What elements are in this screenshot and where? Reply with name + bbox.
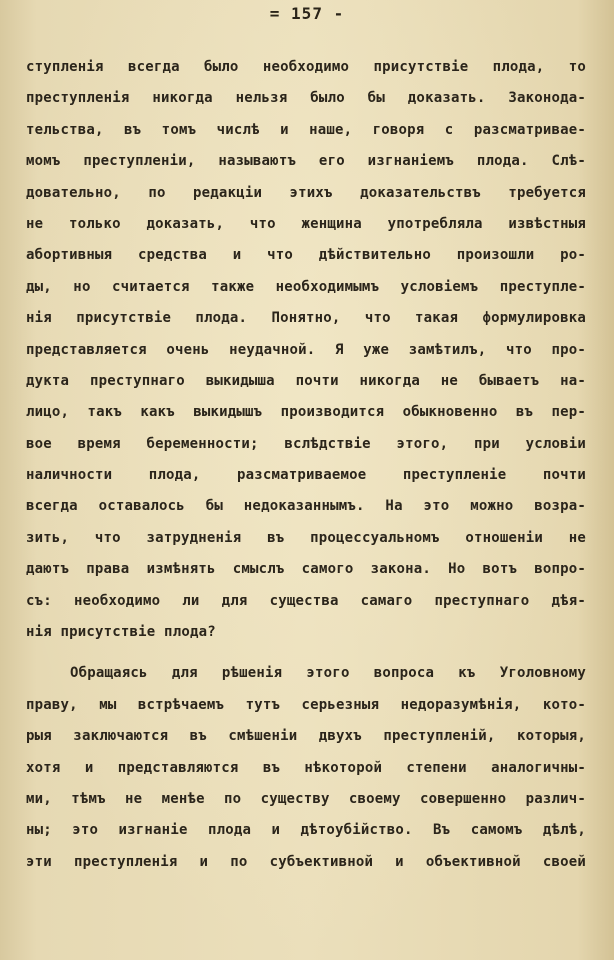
- text-line: эти преступленія и по субъективной и объективной своей: [26, 853, 586, 870]
- text-line: ны; это изгнаніе плода и дѣтоубійство. Въ самомъ дѣлѣ,: [26, 822, 586, 839]
- text-line: момъ преступленіи, называютъ его изгнаніемъ плода. Слѣ-: [26, 153, 586, 170]
- text-line: зить, что затрудненія въ процессуальномъ отношеніи не: [26, 529, 586, 546]
- text-line: съ: необходимо ли для существа самаго преступнаго дѣя-: [26, 592, 586, 609]
- text-line: вое время беременности; вслѣдствіе этого, при условіи: [26, 435, 586, 452]
- text-line: нія присутствіе плода. Понятно, что такая формулировка: [26, 310, 586, 327]
- page-number: = 157 -: [269, 4, 345, 23]
- text-line: абортивныя средства и что дѣйствительно произошли ро-: [26, 247, 586, 264]
- text-line: не только доказать, что женщина употребляла извѣстныя: [26, 215, 586, 232]
- text-line: наличности плода, разсматриваемое преступленіе почти: [26, 467, 586, 484]
- text-line: лицо, такъ какъ выкидышъ производится обыкновенно въ пер-: [26, 404, 586, 421]
- paragraph-2: [26, 658, 586, 878]
- text-line: всегда оставалось бы недоказаннымъ. На это можно возра-: [26, 498, 586, 515]
- text-line: дукта преступнаго выкидыша почти никогда не бываетъ на-: [26, 372, 586, 389]
- text-line: довательно, по редакціи этихъ доказательствъ требуется: [26, 184, 586, 201]
- text-line: представляется очень неудачной. Я уже замѣтилъ, что про-: [26, 341, 586, 358]
- text-line: ступленія всегда было необходимо присутствіе плода, то: [26, 59, 586, 75]
- text-line: Обращаясь для рѣшенія этого вопроса къ Уголовному: [70, 665, 586, 682]
- text-line: нія присутствіе плода?: [26, 624, 216, 641]
- text-line: ми, тѣмъ не менѣе по существу своему совершенно различ-: [26, 790, 586, 807]
- body-text: [26, 52, 586, 878]
- text-line: ды, но считается также необходимымъ условіемъ преступле-: [26, 278, 586, 295]
- text-line: даютъ права измѣнять смыслъ самого закона. Но вотъ вопро-: [26, 561, 586, 578]
- text-line: хотя и представляются въ нѣкоторой степени аналогичны-: [26, 759, 586, 776]
- text-line: преступленія никогда нельзя было бы доказать. Законода-: [26, 90, 586, 107]
- text-line: рыя заключаются въ смѣшеніи двухъ преступленій, которыя,: [26, 728, 586, 745]
- text-line: праву, мы встрѣчаемъ тутъ серьезныя недоразумѣнія, кото-: [26, 696, 586, 713]
- paragraph-1: [26, 52, 586, 648]
- text-line: тельства, въ томъ числѣ и наше, говоря с разсматривае-: [26, 121, 586, 138]
